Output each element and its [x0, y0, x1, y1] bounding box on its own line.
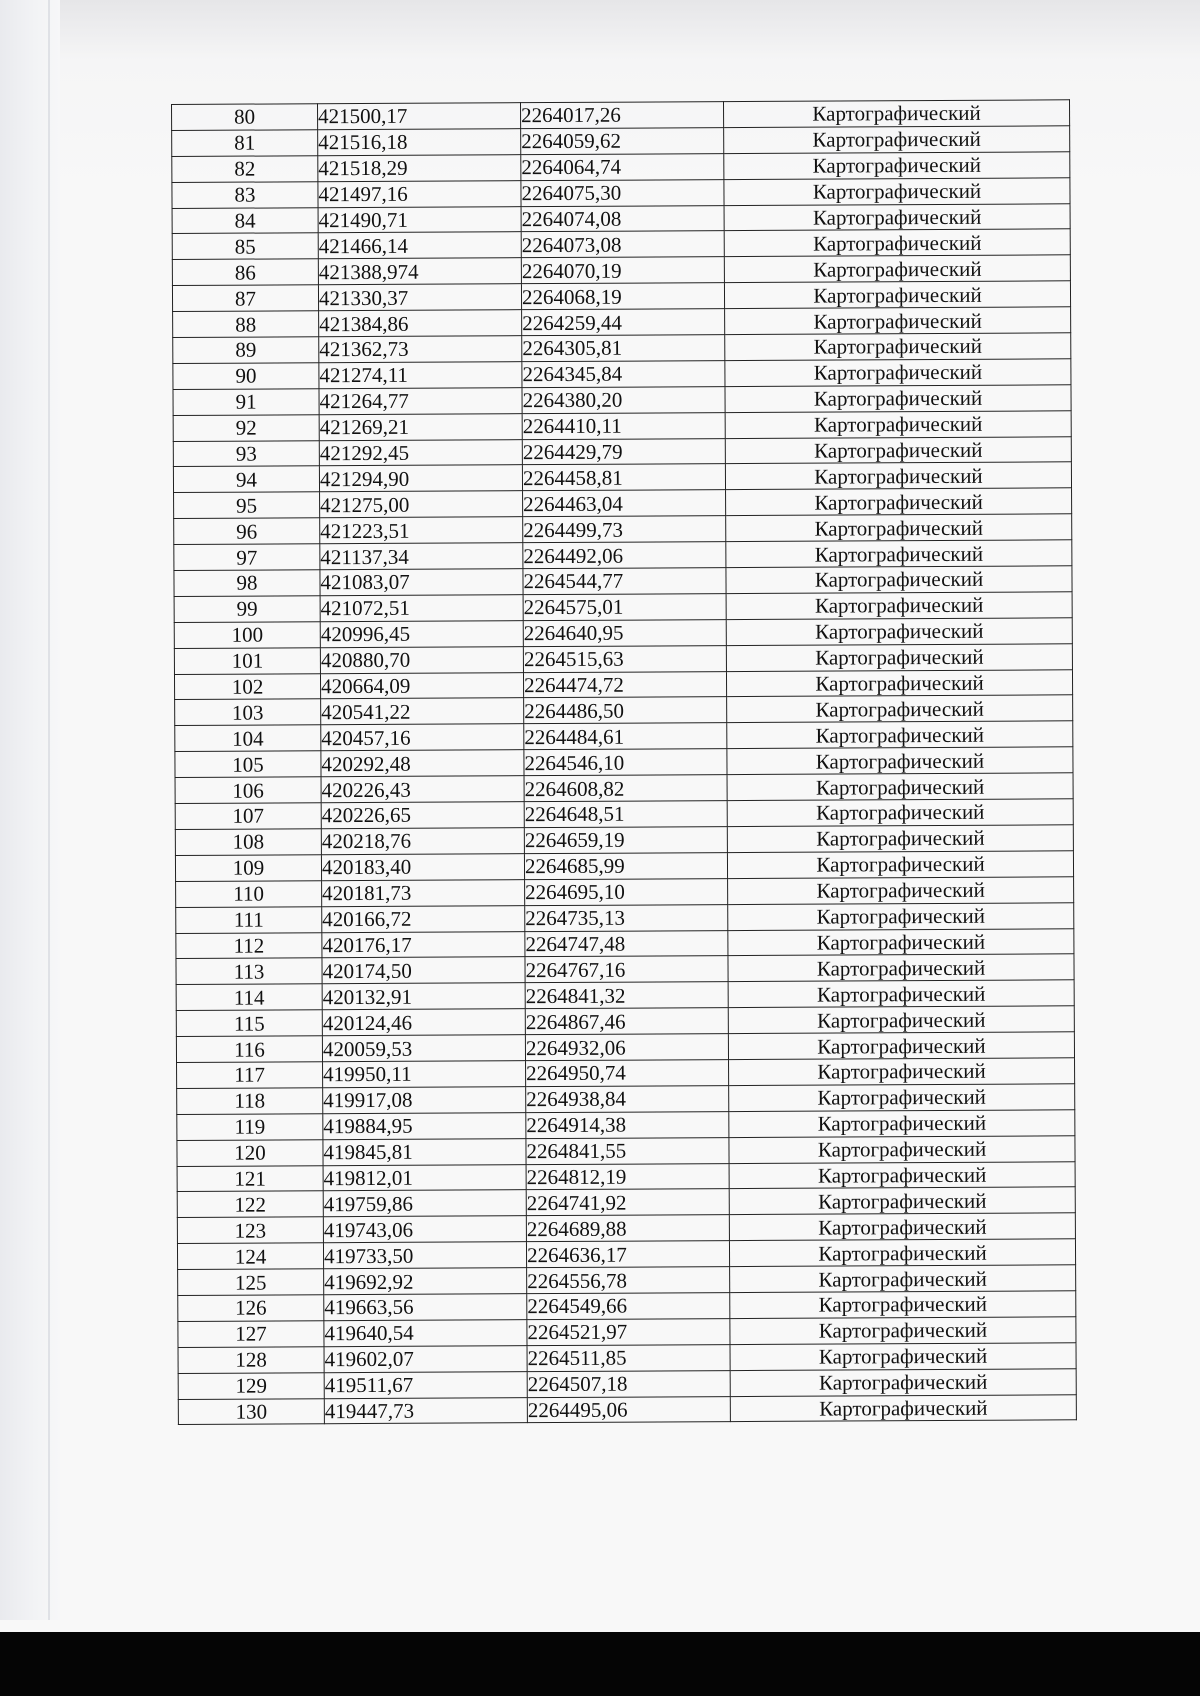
- x-coordinate-cell: 421466,14: [318, 232, 521, 259]
- point-number-cell: 107: [175, 803, 321, 830]
- method-cell: Картографический: [727, 825, 1073, 853]
- point-number-cell: 118: [177, 1088, 323, 1115]
- x-coordinate-cell: 421137,34: [320, 543, 523, 570]
- point-number-cell: 102: [174, 673, 320, 700]
- y-coordinate-cell: 2264747,48: [525, 930, 728, 957]
- method-cell: Картографический: [725, 359, 1071, 387]
- x-coordinate-cell: 419950,11: [323, 1061, 526, 1088]
- x-coordinate-cell: 420218,76: [321, 828, 524, 855]
- point-number-cell: 85: [172, 233, 318, 260]
- x-coordinate-cell: 421292,45: [319, 439, 522, 466]
- method-cell: Картографический: [728, 954, 1074, 982]
- x-coordinate-cell: 421294,90: [319, 465, 522, 492]
- point-number-cell: 91: [173, 389, 319, 416]
- method-cell: Картографический: [725, 333, 1071, 361]
- point-number-cell: 99: [174, 596, 320, 623]
- y-coordinate-cell: 2264458,81: [522, 464, 725, 491]
- method-cell: Картографический: [726, 566, 1072, 594]
- point-number-cell: 128: [178, 1346, 324, 1373]
- point-number-cell: 81: [172, 130, 318, 157]
- x-coordinate-cell: 421516,18: [318, 129, 521, 156]
- y-coordinate-cell: 2264640,95: [523, 619, 726, 646]
- method-cell: Картографический: [729, 1110, 1075, 1138]
- y-coordinate-cell: 2264074,08: [521, 205, 724, 232]
- y-coordinate-cell: 2264495,06: [527, 1396, 730, 1423]
- method-cell: Картографический: [730, 1368, 1076, 1396]
- point-number-cell: 96: [174, 518, 320, 545]
- method-cell: Картографический: [728, 1032, 1074, 1060]
- method-cell: Картографический: [726, 643, 1072, 671]
- y-coordinate-cell: 2264410,11: [522, 412, 725, 439]
- x-coordinate-cell: 420664,09: [320, 672, 523, 699]
- point-number-cell: 80: [172, 104, 318, 131]
- y-coordinate-cell: 2264486,50: [524, 697, 727, 724]
- y-coordinate-cell: 2264659,19: [524, 827, 727, 854]
- y-coordinate-cell: 2264474,72: [523, 671, 726, 698]
- method-cell: Картографический: [726, 488, 1072, 516]
- point-number-cell: 92: [173, 414, 319, 441]
- point-number-cell: 119: [177, 1113, 323, 1140]
- x-coordinate-cell: 420124,46: [322, 1009, 525, 1036]
- y-coordinate-cell: 2264841,55: [526, 1137, 729, 1164]
- method-cell: Картографический: [730, 1317, 1076, 1345]
- x-coordinate-cell: 421518,29: [318, 154, 521, 181]
- x-coordinate-cell: 419884,95: [323, 1112, 526, 1139]
- method-cell: Картографический: [724, 255, 1070, 283]
- coordinates-table: [171, 99, 1077, 1425]
- point-number-cell: 95: [174, 492, 320, 519]
- y-coordinate-cell: 2264511,85: [527, 1344, 730, 1371]
- point-number-cell: 126: [178, 1295, 324, 1322]
- x-coordinate-cell: 421490,71: [318, 206, 521, 233]
- y-coordinate-cell: 2264546,10: [524, 749, 727, 776]
- x-coordinate-cell: 420541,22: [321, 698, 524, 725]
- point-number-cell: 113: [176, 958, 322, 985]
- y-coordinate-cell: 2264689,88: [526, 1215, 729, 1242]
- x-coordinate-cell: 419845,81: [323, 1138, 526, 1165]
- point-number-cell: 114: [176, 984, 322, 1011]
- x-coordinate-cell: 421269,21: [319, 413, 522, 440]
- method-cell: Картографический: [729, 1213, 1075, 1241]
- y-coordinate-cell: 2264914,38: [526, 1111, 729, 1138]
- method-cell: Картографический: [729, 1187, 1075, 1215]
- method-cell: Картографический: [726, 514, 1072, 542]
- y-coordinate-cell: 2264345,84: [522, 361, 725, 388]
- method-cell: Картографический: [728, 902, 1074, 930]
- point-number-cell: 105: [175, 751, 321, 778]
- x-coordinate-cell: 421497,16: [318, 180, 521, 207]
- y-coordinate-cell: 2264380,20: [522, 386, 725, 413]
- method-cell: Картографический: [727, 747, 1073, 775]
- x-coordinate-cell: 419812,01: [323, 1164, 526, 1191]
- y-coordinate-cell: 2264950,74: [526, 1060, 729, 1087]
- x-coordinate-cell: 419743,06: [323, 1216, 526, 1243]
- coordinates-table-body: [172, 100, 1077, 1425]
- y-coordinate-cell: 2264938,84: [526, 1085, 729, 1112]
- method-cell: Картографический: [730, 1291, 1076, 1319]
- x-coordinate-cell: 421264,77: [319, 387, 522, 414]
- y-coordinate-cell: 2264073,08: [521, 231, 724, 258]
- y-coordinate-cell: 2264507,18: [527, 1370, 730, 1397]
- y-coordinate-cell: 2264070,19: [521, 257, 724, 284]
- x-coordinate-cell: 421275,00: [320, 491, 523, 518]
- method-cell: Картографический: [724, 126, 1070, 154]
- method-cell: Картографический: [726, 618, 1072, 646]
- y-coordinate-cell: 2264695,10: [525, 878, 728, 905]
- x-coordinate-cell: 420176,17: [322, 931, 525, 958]
- x-coordinate-cell: 419447,73: [324, 1397, 527, 1424]
- table-row: [178, 1394, 1076, 1425]
- point-number-cell: 88: [173, 311, 319, 338]
- y-coordinate-cell: 2264064,74: [521, 153, 724, 180]
- x-coordinate-cell: 421384,86: [319, 310, 522, 337]
- x-coordinate-cell: 419692,92: [324, 1268, 527, 1295]
- point-number-cell: 121: [177, 1165, 323, 1192]
- x-coordinate-cell: 420181,73: [322, 879, 525, 906]
- point-number-cell: 106: [175, 777, 321, 804]
- y-coordinate-cell: 2264499,73: [523, 516, 726, 543]
- y-coordinate-cell: 2264549,66: [527, 1293, 730, 1320]
- x-coordinate-cell: 420880,70: [320, 646, 523, 673]
- method-cell: Картографический: [729, 1084, 1075, 1112]
- y-coordinate-cell: 2264492,06: [523, 542, 726, 569]
- x-coordinate-cell: 421083,07: [320, 569, 523, 596]
- method-cell: Картографический: [723, 100, 1069, 128]
- method-cell: Картографический: [729, 1135, 1075, 1163]
- point-number-cell: 82: [172, 156, 318, 183]
- y-coordinate-cell: 2264767,16: [525, 956, 728, 983]
- point-number-cell: 112: [176, 932, 322, 959]
- method-cell: Картографический: [724, 203, 1070, 231]
- point-number-cell: 104: [175, 725, 321, 752]
- y-coordinate-cell: 2264556,78: [527, 1267, 730, 1294]
- x-coordinate-cell: 419640,54: [324, 1320, 527, 1347]
- method-cell: Картографический: [730, 1343, 1076, 1371]
- x-coordinate-cell: 419733,50: [323, 1242, 526, 1269]
- method-cell: Картографический: [730, 1265, 1076, 1293]
- point-number-cell: 111: [176, 906, 322, 933]
- y-coordinate-cell: 2264735,13: [525, 904, 728, 931]
- method-cell: Картографический: [728, 980, 1074, 1008]
- x-coordinate-cell: 420996,45: [320, 620, 523, 647]
- method-cell: Картографический: [727, 721, 1073, 749]
- x-coordinate-cell: 421388,974: [318, 258, 521, 285]
- method-cell: Картографический: [724, 177, 1070, 205]
- y-coordinate-cell: 2264575,01: [523, 594, 726, 621]
- method-cell: Картографический: [730, 1394, 1076, 1422]
- x-coordinate-cell: 421072,51: [320, 595, 523, 622]
- x-coordinate-cell: 419917,08: [323, 1087, 526, 1114]
- y-coordinate-cell: 2264068,19: [521, 283, 724, 310]
- point-number-cell: 116: [176, 1036, 322, 1063]
- method-cell: Картографический: [724, 281, 1070, 309]
- y-coordinate-cell: 2264429,79: [522, 438, 725, 465]
- y-coordinate-cell: 2264059,62: [521, 127, 724, 154]
- point-number-cell: 87: [172, 285, 318, 312]
- point-number-cell: 109: [175, 855, 321, 882]
- point-number-cell: 100: [174, 622, 320, 649]
- method-cell: Картографический: [726, 669, 1072, 697]
- method-cell: Картографический: [727, 799, 1073, 827]
- method-cell: Картографический: [725, 307, 1071, 335]
- y-coordinate-cell: 2264484,61: [524, 723, 727, 750]
- method-cell: Картографический: [724, 152, 1070, 180]
- y-coordinate-cell: 2264636,17: [526, 1241, 729, 1268]
- y-coordinate-cell: 2264812,19: [526, 1163, 729, 1190]
- method-cell: Картографический: [725, 410, 1071, 438]
- method-cell: Картографический: [729, 1239, 1075, 1267]
- method-cell: Картографический: [724, 229, 1070, 257]
- y-coordinate-cell: 2264017,26: [520, 102, 723, 129]
- scan-left-edge: [0, 0, 60, 1620]
- y-coordinate-cell: 2264685,99: [524, 852, 727, 879]
- point-number-cell: 108: [175, 829, 321, 856]
- y-coordinate-cell: 2264075,30: [521, 179, 724, 206]
- x-coordinate-cell: 421362,73: [319, 336, 522, 363]
- x-coordinate-cell: 419511,67: [324, 1371, 527, 1398]
- point-number-cell: 122: [177, 1191, 323, 1218]
- x-coordinate-cell: 420174,50: [322, 957, 525, 984]
- x-coordinate-cell: 420226,43: [321, 776, 524, 803]
- x-coordinate-cell: 420166,72: [322, 905, 525, 932]
- x-coordinate-cell: 419602,07: [324, 1345, 527, 1372]
- y-coordinate-cell: 2264463,04: [523, 490, 726, 517]
- point-number-cell: 94: [173, 466, 319, 493]
- point-number-cell: 125: [178, 1269, 324, 1296]
- y-coordinate-cell: 2264867,46: [525, 1008, 728, 1035]
- point-number-cell: 127: [178, 1321, 324, 1348]
- point-number-cell: 86: [172, 259, 318, 286]
- y-coordinate-cell: 2264932,06: [525, 1034, 728, 1061]
- method-cell: Картографический: [725, 436, 1071, 464]
- method-cell: Картографический: [727, 695, 1073, 723]
- scan-bottom-border: [0, 1632, 1200, 1696]
- method-cell: Картографический: [725, 385, 1071, 413]
- y-coordinate-cell: 2264841,32: [525, 982, 728, 1009]
- point-number-cell: 103: [175, 699, 321, 726]
- point-number-cell: 98: [174, 570, 320, 597]
- point-number-cell: 123: [177, 1217, 323, 1244]
- method-cell: Картографический: [729, 1058, 1075, 1086]
- point-number-cell: 129: [178, 1372, 324, 1399]
- point-number-cell: 90: [173, 363, 319, 390]
- point-number-cell: 97: [174, 544, 320, 571]
- point-number-cell: 120: [177, 1139, 323, 1166]
- point-number-cell: 115: [176, 1010, 322, 1037]
- method-cell: Картографический: [729, 1161, 1075, 1189]
- method-cell: Картографический: [728, 928, 1074, 956]
- method-cell: Картографический: [728, 1006, 1074, 1034]
- point-number-cell: 89: [173, 337, 319, 364]
- method-cell: Картографический: [727, 851, 1073, 879]
- method-cell: Картографический: [727, 773, 1073, 801]
- y-coordinate-cell: 2264259,44: [522, 309, 725, 336]
- x-coordinate-cell: 421223,51: [320, 517, 523, 544]
- y-coordinate-cell: 2264608,82: [524, 775, 727, 802]
- x-coordinate-cell: 419759,86: [323, 1190, 526, 1217]
- point-number-cell: 93: [173, 440, 319, 467]
- point-number-cell: 101: [174, 647, 320, 674]
- x-coordinate-cell: 420457,16: [321, 724, 524, 751]
- point-number-cell: 130: [178, 1398, 324, 1425]
- x-coordinate-cell: 421330,37: [318, 284, 521, 311]
- y-coordinate-cell: 2264544,77: [523, 568, 726, 595]
- x-coordinate-cell: 420226,65: [321, 802, 524, 829]
- method-cell: Картографический: [728, 877, 1074, 905]
- method-cell: Картографический: [725, 462, 1071, 490]
- x-coordinate-cell: 421274,11: [319, 362, 522, 389]
- point-number-cell: 83: [172, 181, 318, 208]
- method-cell: Картографический: [726, 540, 1072, 568]
- y-coordinate-cell: 2264648,51: [524, 801, 727, 828]
- x-coordinate-cell: 420059,53: [322, 1035, 525, 1062]
- y-coordinate-cell: 2264521,97: [527, 1318, 730, 1345]
- y-coordinate-cell: 2264741,92: [526, 1189, 729, 1216]
- x-coordinate-cell: 421500,17: [318, 103, 521, 130]
- method-cell: Картографический: [726, 592, 1072, 620]
- point-number-cell: 84: [172, 207, 318, 234]
- point-number-cell: 117: [177, 1062, 323, 1089]
- x-coordinate-cell: 419663,56: [324, 1294, 527, 1321]
- x-coordinate-cell: 420292,48: [321, 750, 524, 777]
- point-number-cell: 110: [176, 880, 322, 907]
- x-coordinate-cell: 420183,40: [321, 853, 524, 880]
- y-coordinate-cell: 2264305,81: [522, 335, 725, 362]
- x-coordinate-cell: 420132,91: [322, 983, 525, 1010]
- y-coordinate-cell: 2264515,63: [523, 645, 726, 672]
- point-number-cell: 124: [177, 1243, 323, 1270]
